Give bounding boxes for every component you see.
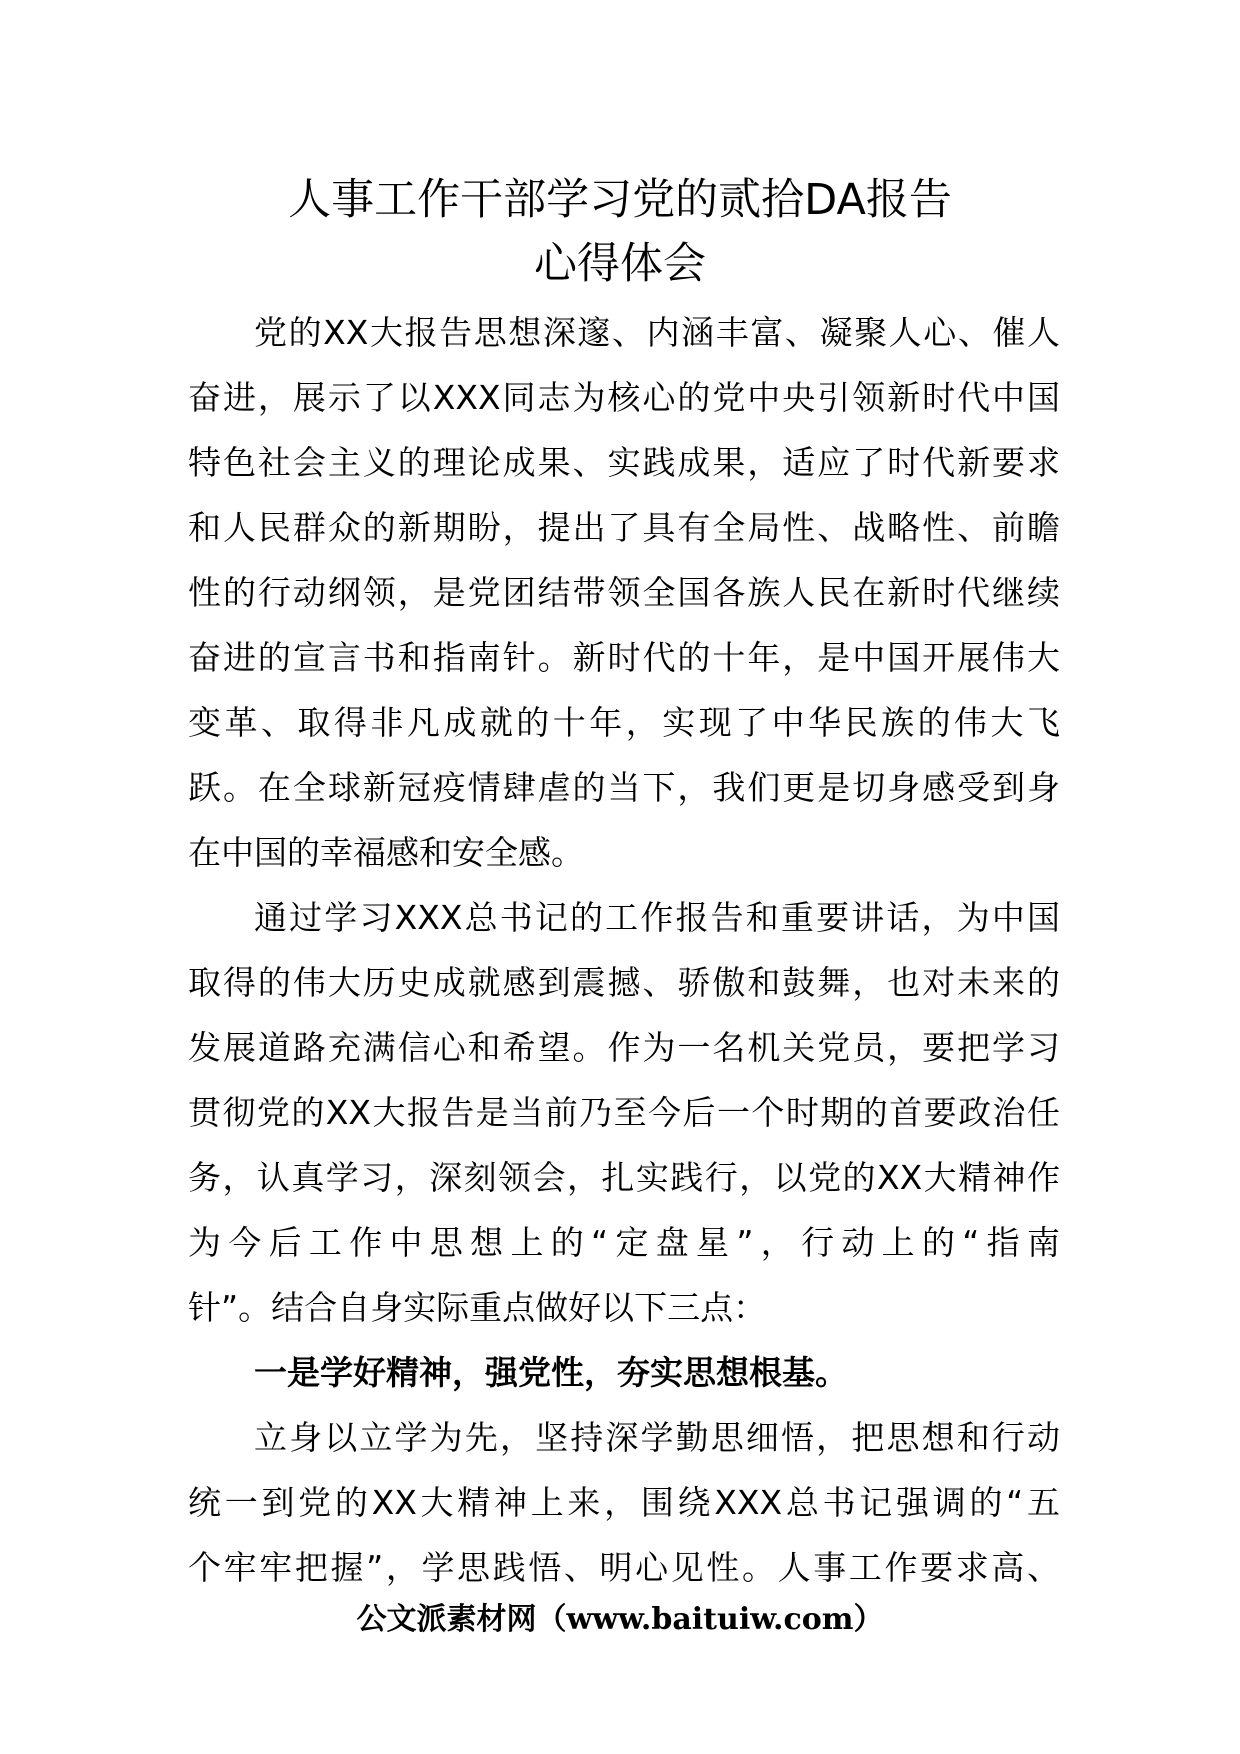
- text-line: 一是学好精神，强党性，夯实思想根基。: [254, 1353, 848, 1392]
- text-line: 性的行动纲领，是党团结带领全国各族人民在新时代继续: [188, 573, 1060, 612]
- text-line: 个牢牢把握”，学思践悟、明心见性。人事工作要求高、: [188, 1548, 1060, 1587]
- text-line: 立身以立学为先，坚持深学勤思细悟，把思想和行动: [254, 1418, 1060, 1457]
- text-line: 为今后工作中思想上的“定盘星”，行动上的“指南: [188, 1223, 1060, 1262]
- text-line: 取得的伟大历史成就感到震撼、骄傲和鼓舞，也对未来的: [188, 963, 1060, 1002]
- text-line: 在中国的幸福感和安全感。: [188, 833, 584, 872]
- text-line: 党的XX大报告思想深邃、内涵丰富、凝聚人心、催人: [254, 313, 1060, 352]
- text-line: 奋进，展示了以XXX同志为核心的党中央引领新时代中国: [188, 378, 1060, 417]
- text-line: 通过学习XXX总书记的工作报告和重要讲话，为中国: [254, 898, 1060, 937]
- paragraph: [188, 1405, 1060, 1600]
- text-line: 统一到党的XX大精神上来，围绕XXX总书记强调的“五: [188, 1483, 1060, 1522]
- document-title-line-1: 人事工作干部学习党的贰拾DA报告: [288, 175, 952, 225]
- section-heading: [188, 1340, 1060, 1405]
- text-line: 和人民群众的新期盼，提出了具有全局性、战略性、前瞻: [188, 508, 1060, 547]
- text-line: 变革、取得非凡成就的十年，实现了中华民族的伟大飞: [188, 703, 1060, 742]
- document-title-line-2: 心得体会: [534, 239, 706, 289]
- footer-watermark: 公文派素材网（www.baituiw.com）: [356, 1602, 884, 1637]
- text-line: 特色社会主义的理论成果、实践成果，适应了时代新要求: [188, 443, 1060, 482]
- paragraph: [188, 300, 1060, 885]
- document-body: [188, 300, 1060, 1600]
- text-line: 发展道路充满信心和希望。作为一名机关党员，要把学习: [188, 1028, 1060, 1067]
- text-line: 贯彻党的XX大报告是当前乃至今后一个时期的首要政治任: [188, 1093, 1060, 1132]
- text-line: 跃。在全球新冠疫情肆虐的当下，我们更是切身感受到身: [188, 768, 1060, 807]
- paragraph: [188, 885, 1060, 1340]
- text-line: 务，认真学习，深刻领会，扎实践行，以党的XX大精神作: [188, 1158, 1060, 1197]
- text-line: 奋进的宣言书和指南针。新时代的十年，是中国开展伟大: [188, 638, 1060, 677]
- text-line: 针”。结合自身实际重点做好以下三点：: [188, 1288, 767, 1327]
